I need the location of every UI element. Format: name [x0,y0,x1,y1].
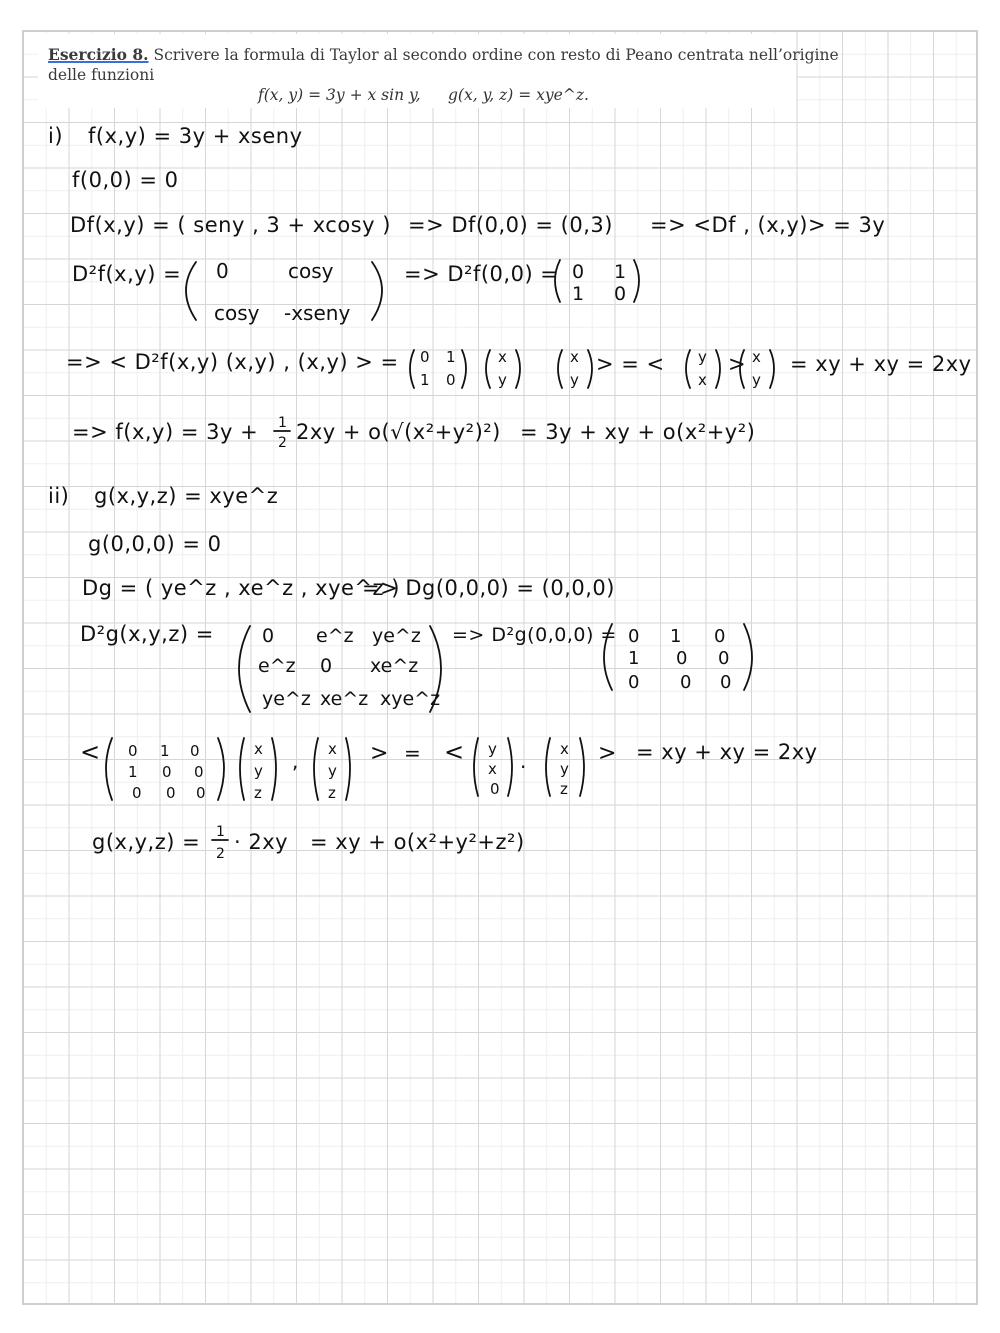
f-hessian-22: -xseny [284,301,351,325]
g-quad-vec1-z: z [254,784,262,802]
handwritten-stroke [588,350,592,388]
g-quad-vec4-y: y [560,760,569,778]
g-quad-vec3-y: y [488,740,497,758]
g-definition: g(x,y,z) = xye^z [94,484,279,508]
g-taylor-result: = xy + o(x²+y²+z²) [310,830,525,854]
g-quad-mat-31: 0 [132,784,142,802]
g-quad-vec1-y: y [254,762,263,780]
g-quad-vec2-y: y [328,762,337,780]
handwritten-stroke [516,350,520,388]
f-taylor-half-num: 1 [278,415,287,431]
f-quad-mat-22: 0 [446,371,456,389]
g-quad-open-bracket: < [80,738,101,766]
handwritten-stroke [272,738,276,800]
g-hess-origin-33: 0 [720,672,732,693]
g-hessian-23: xe^z [370,655,419,677]
g-quad-mat-23: 0 [194,763,204,781]
g-hessian-31: ye^z [262,688,311,710]
f-taylor-half-den: 2 [278,435,287,451]
f-hess-origin-right-paren [634,260,639,302]
g-hess-origin-21: 1 [628,648,640,669]
g-taylor-half-den: 2 [216,846,225,862]
f-quad-mat-21: 1 [420,371,430,389]
g-quad-vec2-x: x [328,740,337,758]
handwritten-stroke [474,738,478,796]
f-hessian-right-paren [372,262,382,320]
handwritten-stroke [716,350,720,388]
f-at-origin: f(0,0) = 0 [72,168,179,192]
f-hessian-left-paren [186,262,196,320]
f-quad-vec3-y: y [698,348,707,366]
g-quad-vec3-0: 0 [490,780,500,798]
handwritten-stroke [410,350,414,388]
g-quad-vec4-x: x [560,740,569,758]
g-quad-mat-32: 0 [166,784,176,802]
g-hess-origin-22: 0 [676,648,688,669]
g-quad-comma-2: . [520,749,527,773]
f-taylor-lhs: => f(x,y) = 3y + [72,420,259,444]
g-quad-vec2-z: z [328,784,336,802]
f-quad-mat-11: 0 [420,348,430,366]
g-quad-vec3-x: x [488,760,497,778]
g-hess-origin-32: 0 [680,672,692,693]
exercise-text-line2: delle funzioni [48,66,155,84]
handwritten-stroke [558,350,562,388]
formula-f: f(x, y) = 3y + x sin y, [258,86,421,104]
handwritten-stroke [314,738,318,800]
f-quad-vec2-y: y [570,371,579,389]
handwritten-stroke [106,738,112,800]
g-taylor-lhs: g(x,y,z) = [92,830,201,854]
g-hessian-label: D²g(x,y,z) = [80,622,214,646]
formula-g: g(x, y, z) = xye^z. [448,86,589,104]
g-quad-equals-1: = [404,741,421,765]
f-quad-vec3-x: x [698,371,707,389]
f-hessian-origin-label: => D²f(0,0) = [404,262,559,286]
f-hessian-label: D²f(x,y) = [72,262,182,286]
g-quad-mat-13: 0 [190,742,200,760]
f-quad-mat-12: 1 [446,348,456,366]
g-at-origin: g(0,0,0) = 0 [88,532,222,556]
g-quad-mat-21: 1 [128,763,138,781]
g-hessian-13: ye^z [372,625,421,647]
f-quad-result: = xy + xy = 2xy [790,352,972,376]
f-quad-close: > [728,352,747,376]
f-hessian-12: cosy [288,259,334,283]
g-hessian-12: e^z [316,625,354,647]
g-hess-origin-11: 0 [628,626,640,647]
part-i-label: i) [48,124,64,148]
f-quad-vec2-x: x [570,348,579,366]
g-gradient: Dg = ( ye^z , xe^z , xye^z ) [82,576,400,600]
exercise-title: Esercizio 8. [48,45,149,64]
f-hess-origin-11: 0 [572,261,585,283]
g-hess-origin-12: 1 [670,626,682,647]
g-quad-comma-1: , [292,749,299,773]
g-hessian-left-paren [239,626,250,712]
handwritten-stroke [218,738,224,800]
g-hess-origin-right-paren [744,624,752,690]
g-taylor-mid: · 2xy [234,830,289,854]
f-definition: f(x,y) = 3y + xseny [88,124,303,148]
handwritten-stroke [770,350,774,388]
g-hess-origin-13: 0 [714,626,726,647]
f-hess-origin-left-paren [555,260,560,302]
g-hessian-21: e^z [258,655,296,677]
f-hessian-11: 0 [216,259,229,283]
f-quad-form-mid: > = < [596,352,665,376]
g-hessian-11: 0 [262,625,275,647]
g-quad-mat-22: 0 [162,763,172,781]
exercise-statement: Scrivere la formula di Taylor al secondo ordine con resto di Peano centrata nell’origine [153,46,839,64]
g-hessian-22: 0 [320,655,333,677]
g-quad-result: = xy + xy = 2xy [636,740,818,764]
f-taylor-mid: 2xy + o(√(x²+y²)²) [296,420,501,444]
handwritten-stroke [508,738,512,796]
g-hessian-origin-label: => D²g(0,0,0) = [452,624,617,646]
f-hess-origin-22: 0 [614,283,627,305]
g-hess-origin-31: 0 [628,672,640,693]
f-quad-form-lhs: => < D²f(x,y) (x,y) , (x,y) > = [66,350,399,374]
g-taylor-half-num: 1 [216,824,225,840]
handwritten-stroke [486,350,490,388]
part-ii-label: ii) [48,484,70,508]
g-quad-open-bracket-2: < [444,738,465,766]
f-quad-vec1-x: x [498,348,507,366]
f-quad-vec1-y: y [498,371,507,389]
g-quad-mat-12: 1 [160,742,170,760]
f-quad-vec4-x: x [752,348,761,366]
g-quad-close-bracket-2: > [598,741,617,766]
f-hessian-21: cosy [214,301,260,325]
f-gradient: Df(x,y) = ( seny , 3 + xcosy ) [70,213,391,237]
g-gradient-origin: => Dg(0,0,0) = (0,0,0) [362,576,615,600]
g-hessian-32: xe^z [320,688,369,710]
handwritten-stroke [546,738,550,796]
g-quad-mat-33: 0 [196,784,206,802]
f-gradient-origin: => Df(0,0) = (0,3) [408,213,613,237]
f-hess-origin-12: 1 [614,261,627,283]
f-gradient-product: => <Df , (x,y)> = 3y [650,213,886,237]
f-hess-origin-21: 1 [572,283,585,305]
g-quad-close-bracket: > [370,741,389,766]
g-quad-mat-11: 0 [128,742,138,760]
f-taylor-result: = 3y + xy + o(x²+y²) [520,420,756,444]
handwritten-stroke [580,738,584,796]
handwritten-stroke [462,350,466,388]
g-quad-vec1-x: x [254,740,263,758]
f-quad-vec4-y: y [752,371,761,389]
handwritten-stroke [346,738,350,800]
handwritten-stroke [240,738,244,800]
g-hess-origin-23: 0 [718,648,730,669]
g-hessian-33: xye^z [380,688,441,710]
handwritten-stroke [686,350,690,388]
g-quad-vec4-z: z [560,780,568,798]
